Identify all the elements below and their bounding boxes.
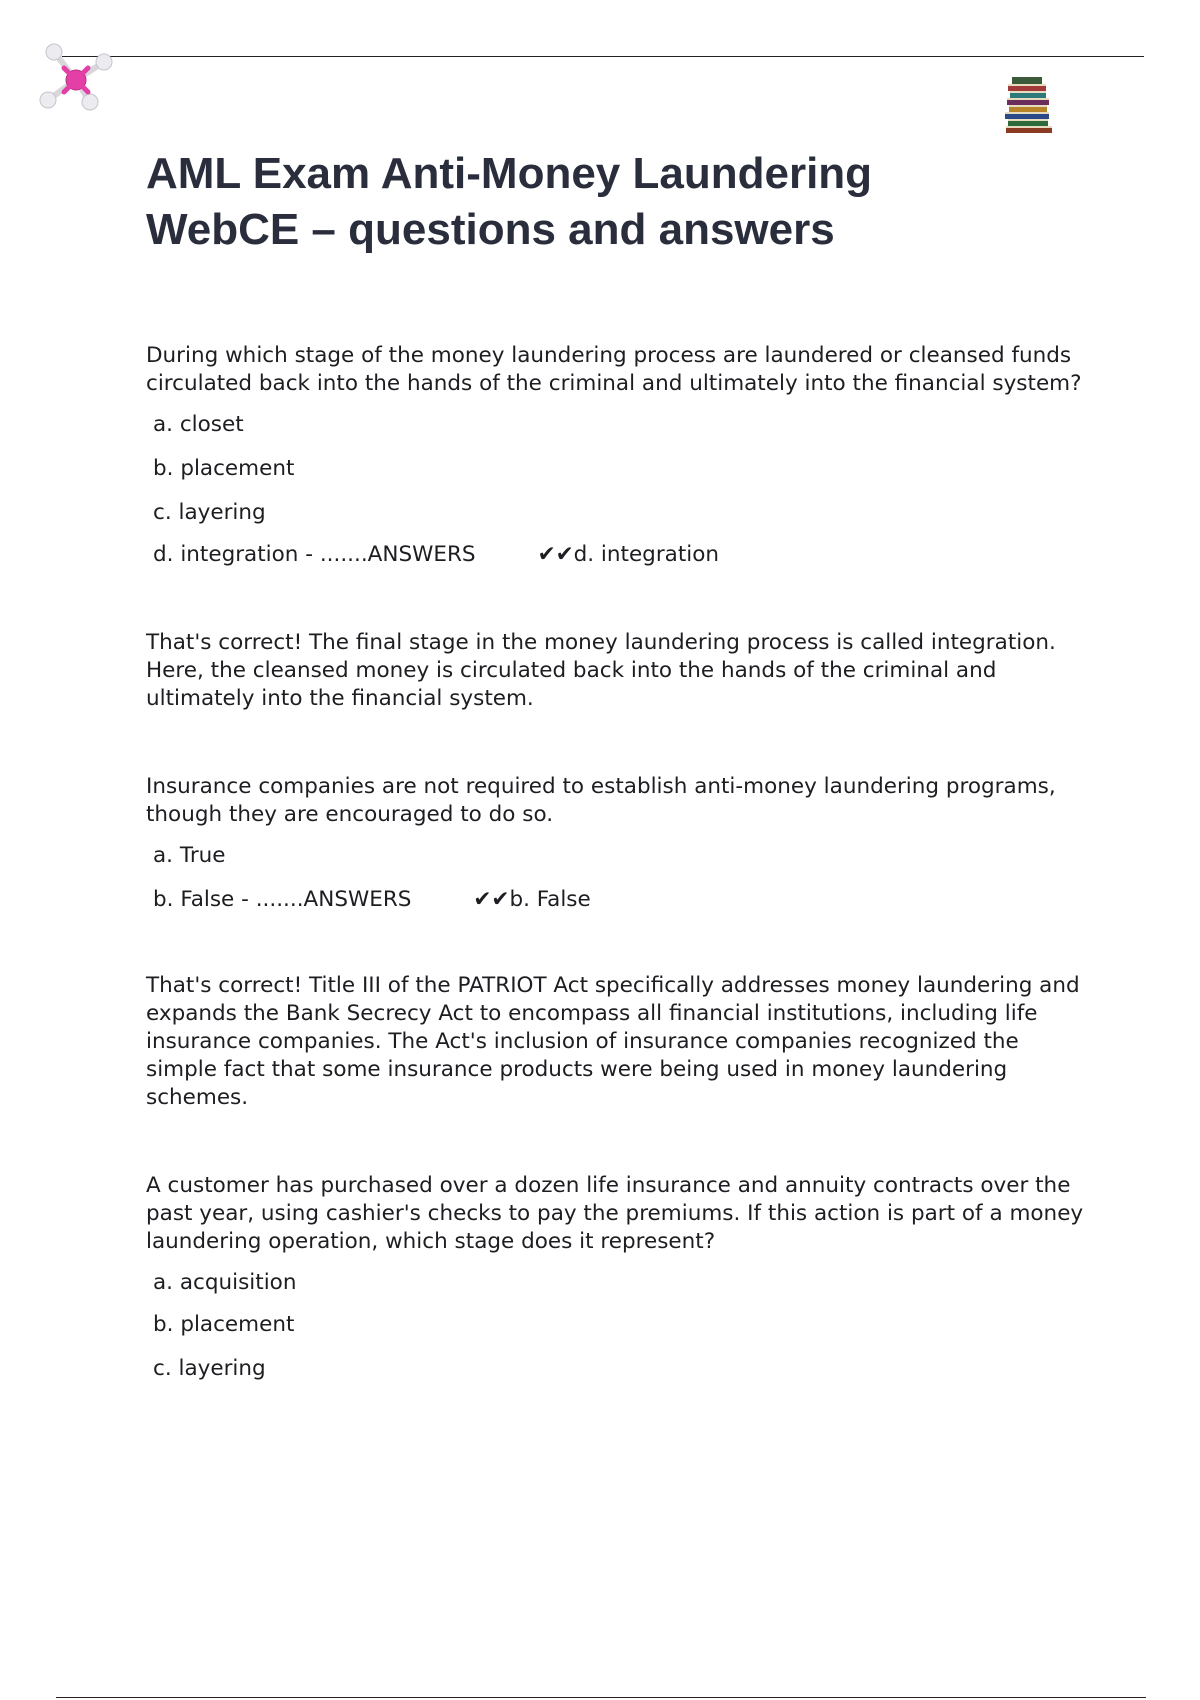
- question-3-prompt: A customer has purchased over a dozen life insurance and annuity contracts over the past year, using cashier's checks to pay the premiums. If this action is part of a money laundering operation, which stage does it represent?: [146, 1173, 1084, 1254]
- document-title-line-1: AML Exam Anti-Money Laundering: [146, 149, 873, 198]
- books-stack-icon: [1000, 72, 1056, 136]
- question-1-option-c: c. layering: [153, 500, 266, 525]
- question-1-answer: ✔✔d. integration: [537, 542, 720, 567]
- question-3-option-b: b. placement: [153, 1312, 295, 1337]
- question-1-option-d: d. integration - .......ANSWERS: [153, 542, 476, 567]
- question-2-explanation: That's correct! Title III of the PATRIOT Act specifically addresses money laundering and expands the Bank Secrecy Act to encompass all financial institutions, including life insurance companies. The Act's inclusion of insurance companies recognized the simple fact that some insurance products were being used in money laundering schemes.: [146, 973, 1080, 1110]
- footer-rule: [56, 1697, 1146, 1698]
- question-3-option-c: c. layering: [153, 1356, 266, 1381]
- question-2-option-b-row: [146, 886, 1096, 914]
- question-1-option-b: b. placement: [153, 456, 295, 481]
- question-2-option-b: b. False - .......ANSWERS: [153, 887, 412, 912]
- question-2-option-a: a. True: [153, 843, 226, 868]
- question-3-option-a: a. acquisition: [153, 1270, 297, 1295]
- header-rule: [62, 56, 1144, 57]
- question-1-option-a: a. closet: [153, 412, 244, 437]
- document-title: [146, 146, 1046, 258]
- document-title-line-2: WebCE – questions and answers: [146, 205, 835, 254]
- molecule-logo-icon: [36, 42, 116, 114]
- question-2-prompt: Insurance companies are not required to establish anti-money laundering programs, though they are encouraged to do so.: [146, 774, 1056, 827]
- question-1-prompt: During which stage of the money laundering process are laundered or cleansed funds circulated back into the hands of the criminal and ultimately into the financial system?: [146, 343, 1082, 396]
- question-1-option-d-row: [146, 541, 1096, 569]
- document-body: [146, 342, 1096, 1383]
- question-1-explanation: That's correct! The final stage in the money laundering process is called integration. Here, the cleansed money is circulated back into the hands of the criminal and ultimately into the financial system.: [146, 630, 1056, 711]
- question-2-answer: ✔✔b. False: [473, 887, 591, 912]
